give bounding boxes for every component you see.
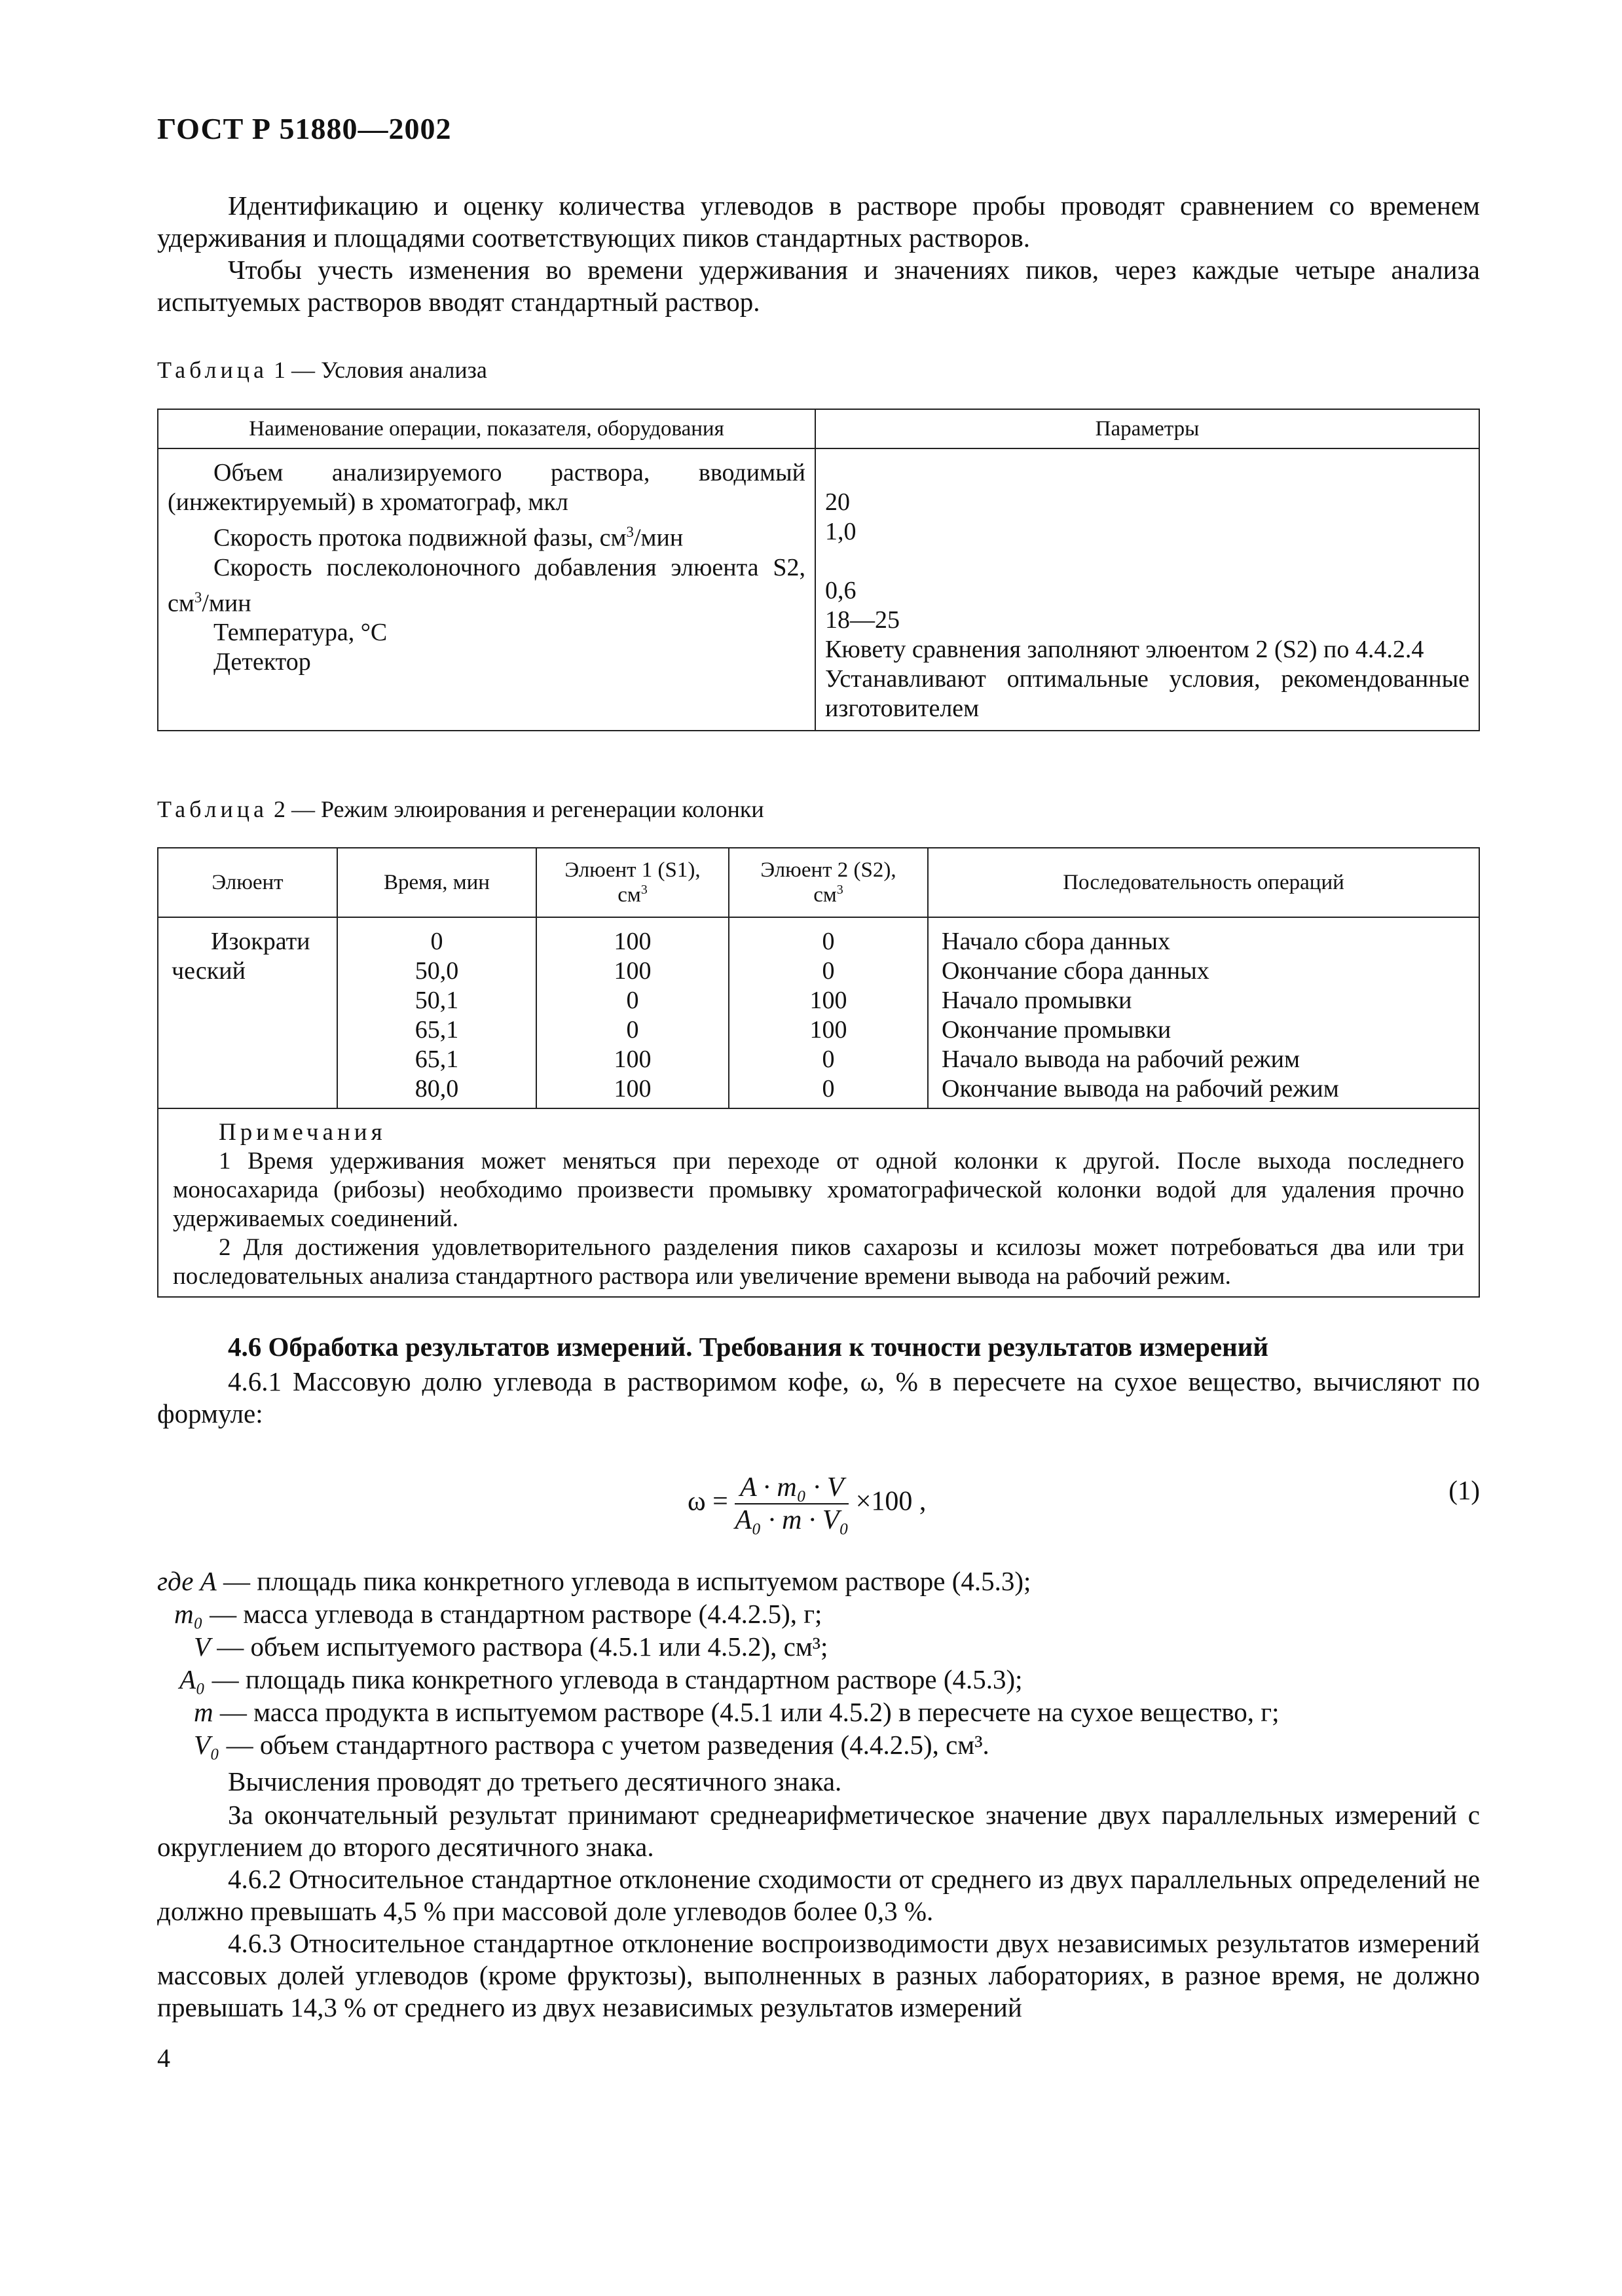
table1-caption: Таблица 1 — Условия анализа: [157, 357, 487, 383]
table-analysis-conditions: [157, 409, 1480, 731]
table2-times-cell: 0 50,0 50,1 65,1 65,1 80,0: [337, 917, 536, 1108]
table-elution-mode: [157, 847, 1480, 1298]
page-number: 4: [157, 2043, 170, 2073]
table2-mode-cell: Изократический: [158, 917, 337, 1108]
table2-s1-cell: 100 100 0 0 100 100: [536, 917, 729, 1108]
table1-header-name: Наименование операции, показателя, оборудования: [158, 409, 815, 448]
table2-header-s1: Элюент 1 (S1), $см^3$: [536, 848, 729, 917]
paragraph-final: За окончательный результат принимают среднеарифметическое значение двух параллельных измерений с округлением до второго десятичного знака.: [157, 1800, 1480, 1862]
document-header: ГОСТ Р 51880—2002: [157, 112, 452, 145]
symbol-legend: где A — площадь пика конкретного углевода в испытуемом растворе (4.5.3); m₀ — масса углевода в стандартном растворе (4.4.2.5), г; V — объем испытуемого раствора (4.5.1 или 4.5.2), см³; A₀ — площадь пика конкретного углевода в стандартном растворе (4.5.3); m — масса продукта в испытуемом растворе (4.5.1 или 4.5.2) в пересчете на сухое вещество, г; V₀ — объем стандартного раствора с учетом разведения (4.4.2.5), см³.: [157, 1566, 1280, 1760]
table2-notes: Примечания 1 Время удерживания может меняться при переходе от одной колонки к другой. После выхода последнего моносахарида (рибозы) необходимо произвести промывку хроматографической колонки водой для удаления прочно удерживаемых соединений. 2 Для достижения удовлетворительного разделения пиков сахарозы и ксилозы может потребоваться два или три последовательных анализа стандартного раствора или увеличение времени вывода на рабочий режим.: [158, 1108, 1479, 1297]
intro-paragraph-2: Чтобы учесть изменения во времени удерживания и значениях пиков, через каждые четыре анализа испытуемых растворов вводят стандартный раствор.: [157, 255, 1480, 317]
table2-ops-cell: Начало сбора данных Окончание сбора данных Начало промывки Окончание промывки Начало вывода на рабочий режим Окончание вывода на рабочий режим: [928, 917, 1479, 1108]
paragraph-4-6-2: 4.6.2 Относительное стандартное отклонение сходимости от среднего из двух параллельных определений не должно превышать 4,5 % при массовой доле углеводов более 0,3 %.: [157, 1864, 1480, 1926]
table2-header-ops: Последовательность операций: [928, 848, 1479, 917]
table2-header-s2: Элюент 2 (S2), $см^3$: [729, 848, 928, 917]
table2-caption: Таблица 2 — Режим элюирования и регенерации колонки: [157, 796, 764, 822]
paragraph-4-6-1: 4.6.1 Массовую долю углевода в растворимом кофе, ω, % в пересчете на сухое вещество, вычисляют по формуле:: [157, 1366, 1480, 1429]
paragraph-calc: Вычисления проводят до третьего десятичного знака.: [228, 1766, 842, 1796]
document-page: [157, 0, 1480, 2296]
table2-header-time: Время, мин: [337, 848, 536, 917]
table1-header-params: Параметры: [815, 409, 1479, 448]
table2-header-eluent: Элюент: [158, 848, 337, 917]
table2-s2-cell: 0 0 100 100 0 0: [729, 917, 928, 1108]
table1-values-cell: 20 1,0 0,6 18—25 Кювету сравнения заполняют элюентом 2 (S2) по 4.4.2.4 Устанавливают оптимальные условия, рекомендованные изготовителем: [815, 448, 1479, 731]
table1-names-cell: Объем анализируемого раствора, вводимый (инжектируемый) в хроматограф, мкл Скорость протока подвижной фазы, $см^3$/мин Скорость послеколоночного добавления элюента S2, $см^3$/мин Температура, °С Детектор: [158, 448, 815, 731]
formula: ω = $\frac{\text{A · m₀ · V}}{\text{A₀ · m · V₀}}$ ×100 ,: [688, 1472, 927, 1535]
formula-fraction: $\frac{\text{A · m₀ · V}}{\text{A₀ · m · V₀}}$: [735, 1472, 849, 1535]
intro-paragraph-1: Идентификацию и оценку количества углеводов в растворе пробы проводят сравнением со временем удерживания и площадями соответствующих пиков стандартных растворов.: [157, 191, 1480, 253]
section-heading: 4.6 Обработка результатов измерений. Требования к точности результатов измерений: [228, 1332, 1268, 1362]
paragraph-4-6-3: 4.6.3 Относительное стандартное отклонение воспроизводимости двух независимых результатов измерений массовых долей углеводов (кроме фруктозы), выполненных в разных лабораториях, в разное время, не должно превышать 14,3 % от среднего из двух независимых результатов измерений: [157, 1928, 1480, 2022]
formula-number: (1): [1448, 1475, 1480, 1505]
